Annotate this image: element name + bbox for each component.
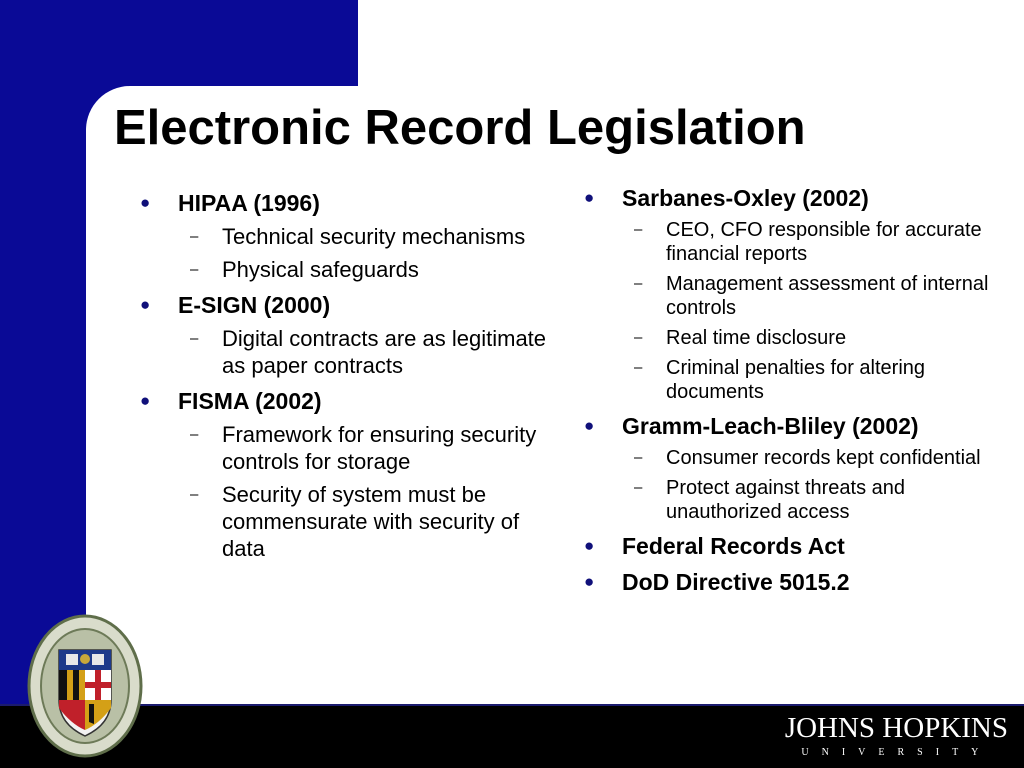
bullet-item [584,184,1014,404]
dash-icon: – [190,486,199,503]
bullet-label: DoD Directive 5015.2 [622,569,850,595]
sub-bullet-item [622,218,1014,266]
sub-bullet-list [622,446,1014,524]
dash-icon: – [634,359,643,376]
sub-bullet-item [622,476,1014,524]
sub-bullet-list [178,223,550,283]
sub-bullet-item [178,223,550,250]
sub-bullet-text: Management assessment of internal controls [666,273,989,319]
bullet-item [584,412,1014,524]
sub-bullet-text: CEO, CFO responsible for accurate financial reports [666,219,982,265]
sub-bullet-item [622,356,1014,404]
dash-icon: – [634,221,643,238]
bullet-label: HIPAA (1996) [178,190,320,216]
blue-left-strip [0,0,86,706]
sub-bullet-text: Security of system must be commensurate with security of data [222,482,520,561]
bullet-item [584,568,1014,596]
bullet-item [584,532,1014,560]
dash-icon: – [190,330,199,347]
bullet-dot-icon: ● [584,416,595,435]
bullet-label: Sarbanes-Oxley (2002) [622,185,869,211]
bullet-dot-icon: ● [584,188,595,207]
dash-icon: – [190,426,199,443]
sub-bullet-text: Criminal penalties for altering documents [666,357,926,403]
dash-icon: – [190,261,199,278]
bullet-dot-icon: ● [584,536,595,555]
bullet-item [140,189,550,283]
slide-title: Electronic Record Legislation [114,101,806,155]
sub-bullet-item [622,326,1014,350]
dash-icon: – [634,449,643,466]
sub-bullet-item [178,421,550,475]
logo-name: JOHNS HOPKINS [784,712,1008,744]
sub-bullet-list [622,218,1014,404]
bullet-dot-icon: ● [140,193,151,212]
sub-bullet-text: Real time disclosure [666,327,847,349]
dash-icon: – [634,479,643,496]
dash-icon: – [634,275,643,292]
bullet-label: E-SIGN (2000) [178,292,331,318]
bullet-label: Gramm-Leach-Bliley (2002) [622,413,919,439]
bullet-dot-icon: ● [140,295,151,314]
bullet-dot-icon: ● [140,391,151,410]
sub-bullet-text: Technical security mechanisms [222,224,526,249]
sub-bullet-text: Digital contracts are as legitimate as paper contracts [222,326,547,378]
sub-bullet-item [622,446,1014,470]
dash-icon: – [190,228,199,245]
bullet-label: FISMA (2002) [178,388,322,414]
bullet-item [140,291,550,379]
sub-bullet-list [178,421,550,562]
sub-bullet-item [622,272,1014,320]
left-bullet-list [140,181,550,566]
sub-bullet-text: Protect against threats and unauthorized access [666,477,906,523]
bullet-item [140,387,550,562]
right-bullet-list [584,176,1014,596]
sub-bullet-item [178,256,550,283]
bullet-label: Federal Records Act [622,533,845,559]
sub-bullet-text: Physical safeguards [222,257,419,282]
bullet-dot-icon: ● [584,572,595,591]
sub-bullet-item [178,481,550,562]
dash-icon: – [634,329,643,346]
sub-bullet-text: Consumer records kept confidential [666,447,981,469]
johns-hopkins-logo [785,712,1008,760]
logo-subtitle: UNIVERSITY [801,747,992,758]
sub-bullet-list [178,325,550,379]
sub-bullet-item [178,325,550,379]
university-seal-icon [26,612,144,760]
sub-bullet-text: Framework for ensuring security controls for storage [222,422,537,474]
